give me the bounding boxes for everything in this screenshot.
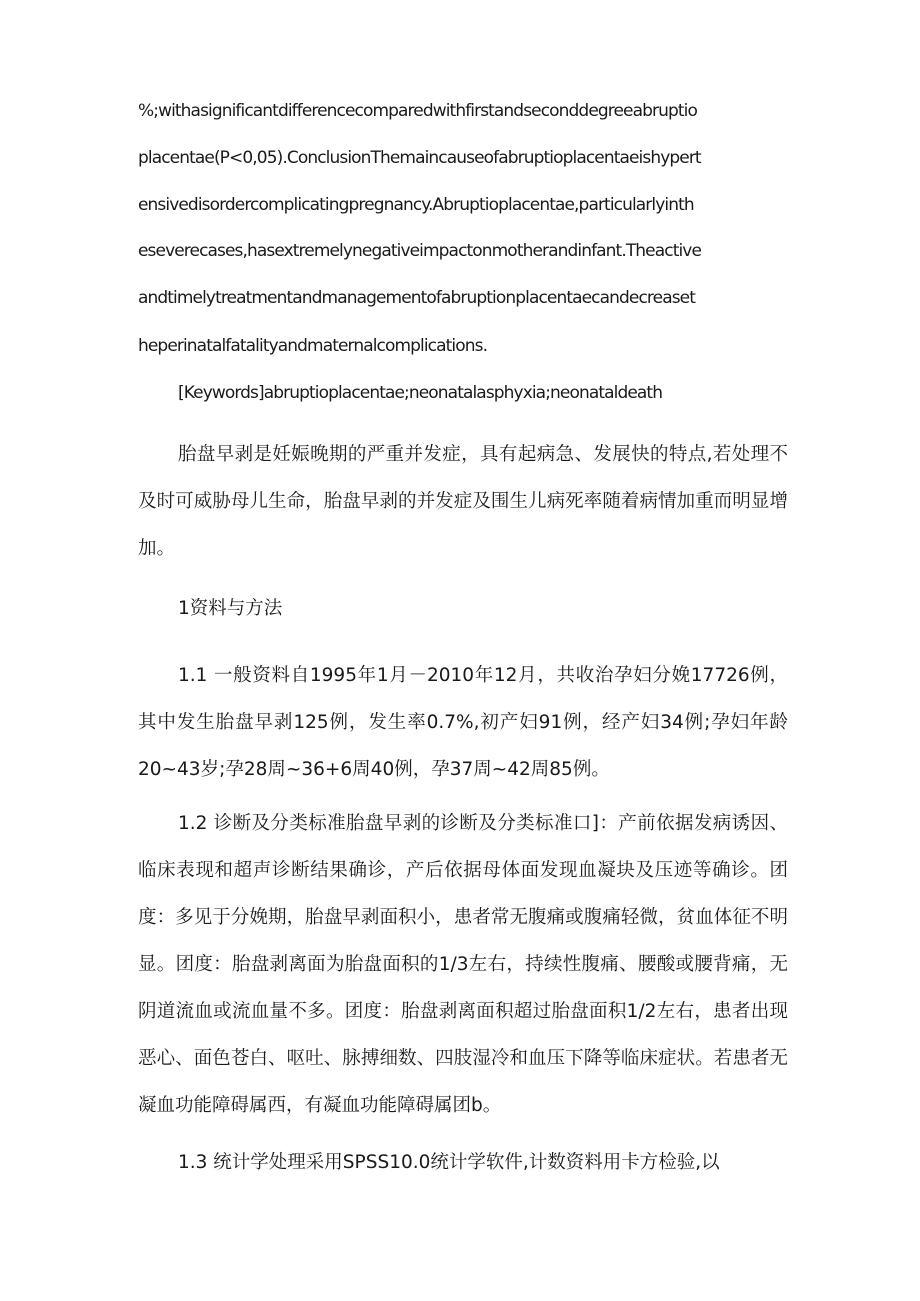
abstract-line-5: andtimelytreatmentandmanagementofabruptionplacentaecandecreaset	[138, 288, 695, 308]
abstract-line-6: heperinatalfatalityandmaternalcomplications.	[138, 336, 488, 356]
keywords-line: [Keywords]abruptioplacentae;neonatalasphyxia;neonataldeath	[178, 383, 663, 403]
abstract-line-4: eseverecases,hasextremelynegativeimpactonmotherandinfant.Theactive	[138, 241, 702, 261]
intro-paragraph: 胎盘早剥是妊娠晚期的严重并发症，具有起病急、发展快的特点,若处理不及时可威胁母儿生命，胎盘早剥的并发症及围生儿病死率随着病情加重而明显增加。	[138, 444, 788, 559]
abstract-line-3: ensivedisordercomplicatingpregnancy.Abruptioplacentae,particularlyinth	[138, 195, 694, 215]
abstract-line-2: placentae(P<0,05).ConclusionThemaincauseofabruptioplacentaeishypert	[138, 148, 701, 168]
section-1-1-paragraph: 1.1 一般资料自1995年1月－2010年12月，共收治孕妇分娩17726例，其中发生胎盘早剥125例，发生率0.7%,初产妇91例，经产妇34例;孕妇年龄20~43岁;孕28周~36+6周40例，孕37周~42周85例。	[138, 665, 788, 780]
section-1-3-paragraph: 1.3 统计学处理采用SPSS10.0统计学软件,计数资料用卡方检验,以	[178, 1152, 720, 1173]
section-1-2-paragraph: 1.2 诊断及分类标准胎盘早剥的诊断及分类标准口]：产前依据发病诱因、临床表现和超声诊断结果确诊，产后依据母体面发现血凝块及压迹等确诊。团度：多见于分娩期，胎盘早剥面积小，患者常无腹痛或腹痛轻微，贫血体征不明显。团度：胎盘剥离面为胎盘面积的1/3左右，持续性腹痛、腰酸或腰背痛，无阴道流血或流血量不多。团度：胎盘剥离面积超过胎盘面积1/2左右，患者出现恶心、面色苍白、呕吐、脉搏细数、四肢湿冷和血压下降等临床症状。若患者无凝血功能障碍属西，有凝血功能障碍属团b。	[138, 813, 788, 1116]
abstract-line-1: %;withasignificantdifferencecomparedwithfirstandseconddegreeabruptio	[138, 101, 697, 121]
section-heading: 1资料与方法	[178, 598, 283, 619]
